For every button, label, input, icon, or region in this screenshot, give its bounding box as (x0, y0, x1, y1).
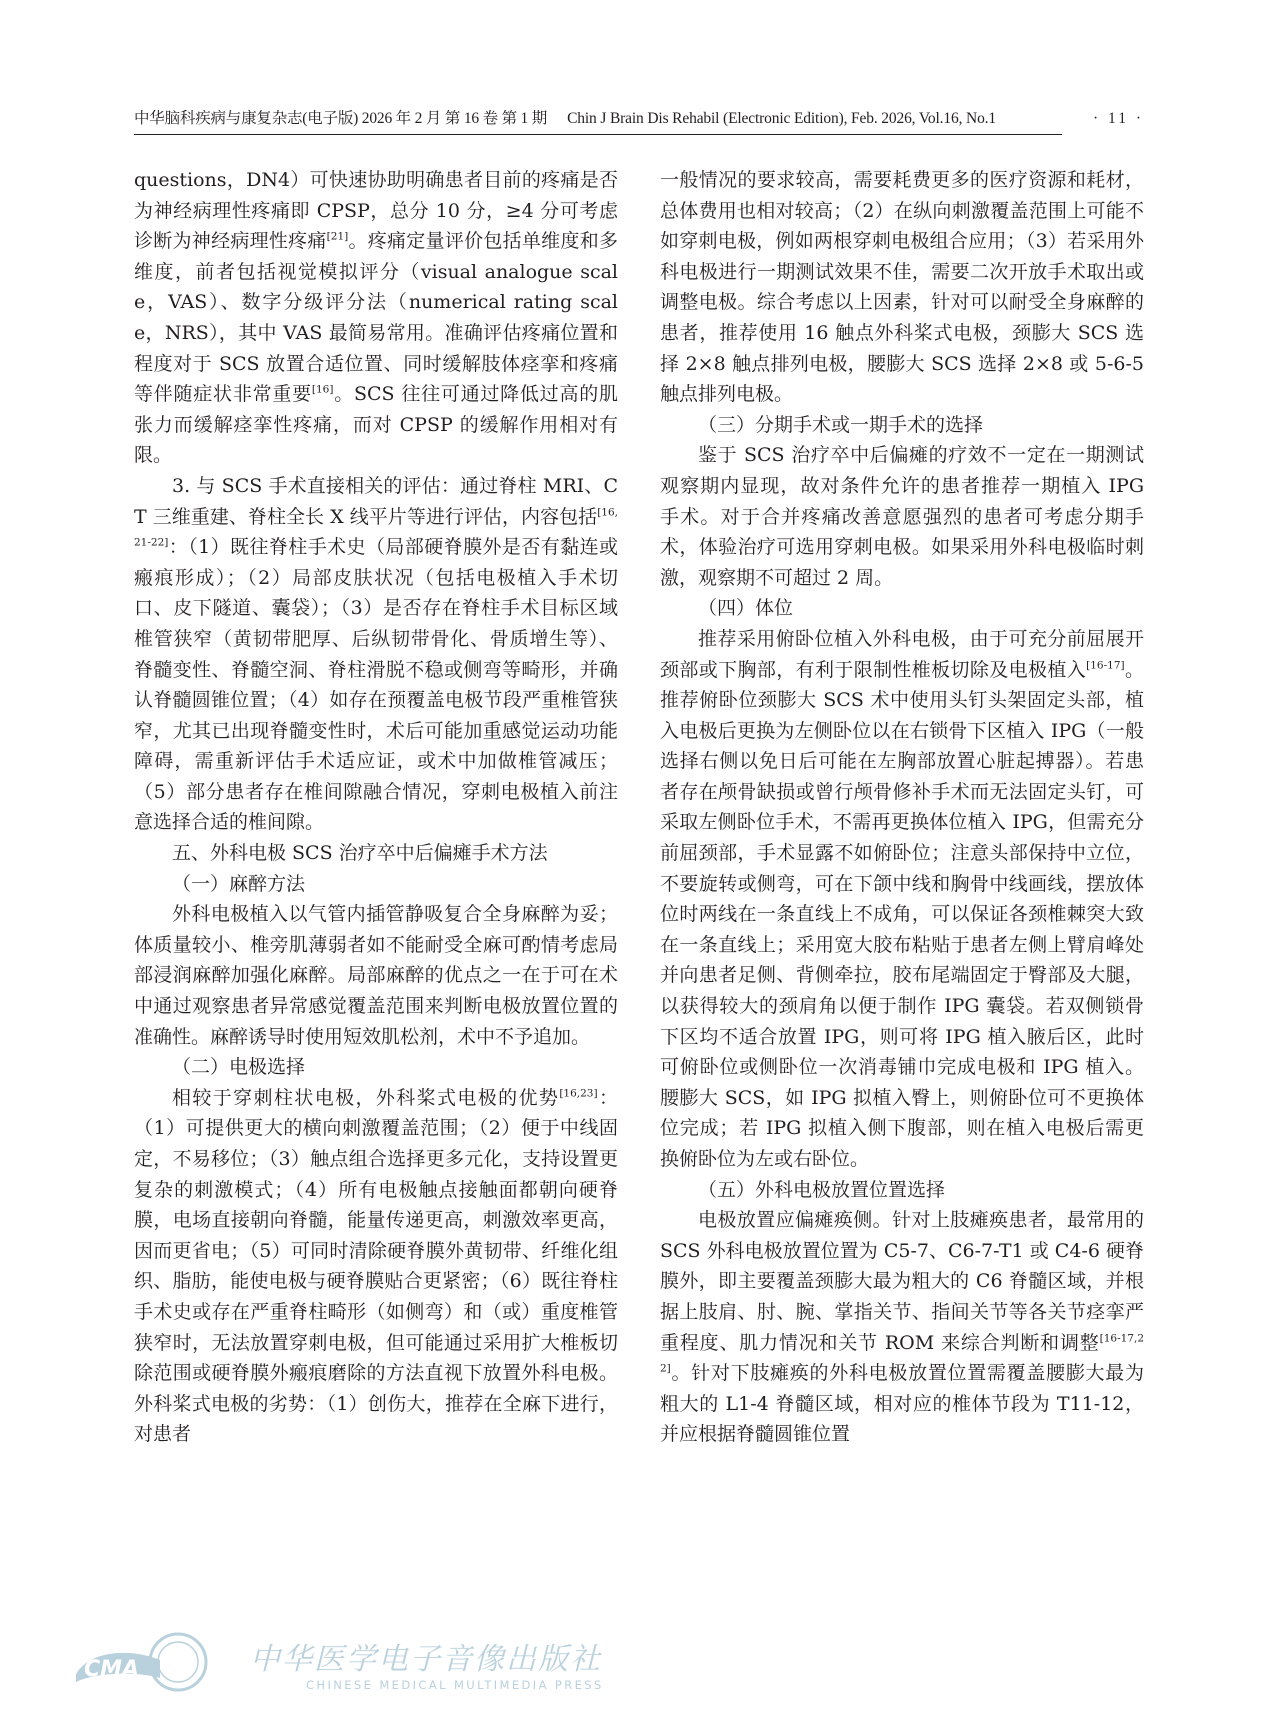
citation: [16,21-22] (134, 506, 618, 549)
paragraph: questions，DN4）可快速协助明确患者目前的疼痛是否为神经病理性疼痛即 CPSP，总分 10 分，≥4 分可考虑诊断为神经病理性疼痛[21]。疼痛定量评价包括单维度和多维度，前者包括视觉模拟评分（visual analogue scale，VAS）、数字分级评分法（numerical rating scale，NRS），其中 VAS 最简易常用。准确评估疼痛位置和程度对于 SCS 放置合适位置、同时缓解肢体痉挛和疼痛等伴随症状非常重要[16]。SCS 往往可通过降低过高的肌张力而缓解痉挛性疼痛，而对 CPSP 的缓解作用相对有限。 (134, 169, 618, 467)
section-heading: 五、外科电极 SCS 治疗卒中后偏瘫手术方法 (172, 842, 548, 865)
press-name-en: CHINESE MEDICAL MULTIMEDIA PRESS (306, 1678, 604, 1692)
left-column (134, 165, 618, 1450)
paragraph: 相较于穿刺柱状电极，外科桨式电极的优势[16,23]：（1）可提供更大的横向刺激覆盖范围；（2）便于中线固定，不易移位；（3）触点组合选择更多元化，支持设置更复杂的刺激模式；（4）所有电极触点接触面都朝向硬脊膜，电场直接朝向脊髓，能量传递更高，刺激效率更高，因而更省电；（5）可同时清除硬脊膜外黄韧带、纤维化组织、脂肪，能使电极与硬脊膜贴合更紧密；（6）既往脊柱手术史或存在严重脊柱畸形（如侧弯）和（或）重度椎管狭窄时，无法放置穿刺电极，但可能通过采用扩大椎板切除范围或硬脊膜外瘢痕磨除的方法直视下放置外科电极。外科桨式电极的劣势：（1）创伤大，推荐在全麻下进行，对患者 (134, 1086, 618, 1446)
paragraph: 电极放置应偏瘫痪侧。针对上肢瘫痪患者，最常用的 SCS 外科电极放置位置为 C5-7、C6-7-T1 或 C4-6 硬脊膜外，即主要覆盖颈膨大最为粗大的 C6 脊髓区域，并根据上肢肩、肘、腕、掌指关节、指间关节等各关节痉挛严重程度、肌力情况和关节 ROM 来综合判断和调整[16-17,22]。针对下肢瘫痪的外科电极放置位置需覆盖腰膨大最为粗大的 L1-4 脊髓区域，相对应的椎体节段为 T11-12，并应根据脊髓圆锥位置 (660, 1209, 1144, 1446)
paragraph: 一般情况的要求较高，需要耗费更多的医疗资源和耗材，总体费用也相对较高；（2）在纵向刺激覆盖范围上可能不如穿刺电极，例如两根穿刺电极组合应用；（3）若采用外科电极进行一期测试效果不佳，需要二次开放手术取出或调整电极。综合考虑以上因素，针对可以耐受全身麻醉的患者，推荐使用 16 触点外科桨式电极，颈膨大 SCS 选择 2×8 触点排列电极，腰膨大 SCS 选择 2×8 或 5-6-5 触点排列电极。 (660, 169, 1144, 406)
cma-logo-icon (70, 1630, 220, 1700)
press-name-cn: 中华医学电子音像出版社 (250, 1642, 602, 1677)
paragraph: 鉴于 SCS 治疗卒中后偏瘫的疗效不一定在一期测试观察期内显现，故对条件允许的患者推荐一期植入 IPG 手术。对于合并疼痛改善意愿强烈的患者可考虑分期手术，体验治疗可选用穿刺电极。如果采用外科电极临时刺激，观察期不可超过 2 周。 (660, 444, 1144, 589)
citation: [16-17,22] (660, 1332, 1144, 1375)
journal-name-cn: 中华脑科疾病与康复杂志(电子版) 2026 年 2 月 第 16 卷 第 1 期 (134, 110, 548, 127)
citation: [16,23] (559, 1087, 598, 1100)
citation: [16] (311, 383, 334, 396)
page-number: · 11 · (1093, 110, 1144, 127)
header-rule (134, 134, 1062, 135)
right-column (660, 165, 1144, 1450)
citation: [16-17] (1086, 659, 1125, 672)
subsection-heading: （二）电极选择 (172, 1056, 306, 1079)
journal-name-en: Chin J Brain Dis Rehabil (Electronic Edition), Feb. 2026, Vol.16, No.1 (567, 110, 996, 127)
paragraph: 3. 与 SCS 手术直接相关的评估：通过脊柱 MRI、CT 三维重建、脊柱全长 X 线平片等进行评估，内容包括[16,21-22]：（1）既往脊柱手术史（局部硬脊膜外是否有黏连或瘢痕形成）；（2）局部皮肤状况（包括电极植入手术切口、皮下隧道、囊袋）；（3）是否存在脊柱手术目标区域椎管狭窄（黄韧带肥厚、后纵韧带骨化、骨质增生等）、脊髓变性、脊髓空洞、脊柱滑脱不稳或侧弯等畸形，并确认脊髓圆锥位置；（4）如存在预覆盖电极节段严重椎管狭窄，尤其已出现脊髓变性时，术后可能加重感觉运动功能障碍，需重新评估手术适应证，或术中加做椎管减压；（5）部分患者存在椎间隙融合情况，穿刺电极植入前注意选择合适的椎间隙。 (134, 474, 618, 834)
paragraph: 外科电极植入以气管内插管静吸复合全身麻醉为妥；体质量较小、椎旁肌薄弱者如不能耐受全麻可酌情考虑局部浸润麻醉加强化麻醉。局部麻醉的优点之一在于可在术中通过观察患者异常感觉覆盖范围来判断电极放置位置的准确性。麻醉诱导时使用短效肌松剂，术中不予追加。 (134, 903, 618, 1048)
subsection-heading: （三）分期手术或一期手术的选择 (698, 413, 984, 436)
subsection-heading: （一）麻醉方法 (172, 872, 306, 895)
subsection-heading: （五）外科电极放置位置选择 (698, 1178, 946, 1201)
paragraph: 推荐采用俯卧位植入外科电极，由于可充分前屈展开颈部或下胸部，有利于限制性椎板切除及电极植入[16-17]。推荐俯卧位颈膨大 SCS 术中使用头钉头架固定头部，植入电极后更换为左侧卧位以在右锁骨下区植入 IPG（一般选择右侧以免日后可能在左胸部放置心脏起搏器）。若患者存在颅骨缺损或曾行颅骨修补手术而无法固定头钉，可采取左侧卧位手术，不需再更换体位植入 IPG，但需充分前屈颈部，手术显露不如俯卧位；注意头部保持中立位，不要旋转或侧弯，可在下颌中线和胸骨中线画线，摆放体位时两线在一条直线上不成角，可以保证各颈椎棘突大致在一条直线上；采用宽大胶布粘贴于患者左侧上臂肩峰处并向患者足侧、背侧牵拉，胶布尾端固定于臀部及大腿，以获得较大的颈肩角以便于制作 IPG 囊袋。若双侧锁骨下区均不适合放置 IPG，则可将 IPG 植入腋后区，此时可俯卧位或侧卧位一次消毒铺巾完成电极和 IPG 植入。腰膨大 SCS，如 IPG 拟植入臀上，则俯卧位可不更换体位完成；若 IPG 拟植入侧下腹部，则在植入电极后需更换俯卧位为左或右卧位。 (660, 627, 1144, 1170)
citation: [21] (326, 230, 349, 243)
publisher-watermark (70, 1630, 604, 1710)
subsection-heading: （四）体位 (698, 597, 794, 620)
running-header (134, 108, 1144, 130)
svg-text:CMA: CMA (84, 1657, 140, 1682)
